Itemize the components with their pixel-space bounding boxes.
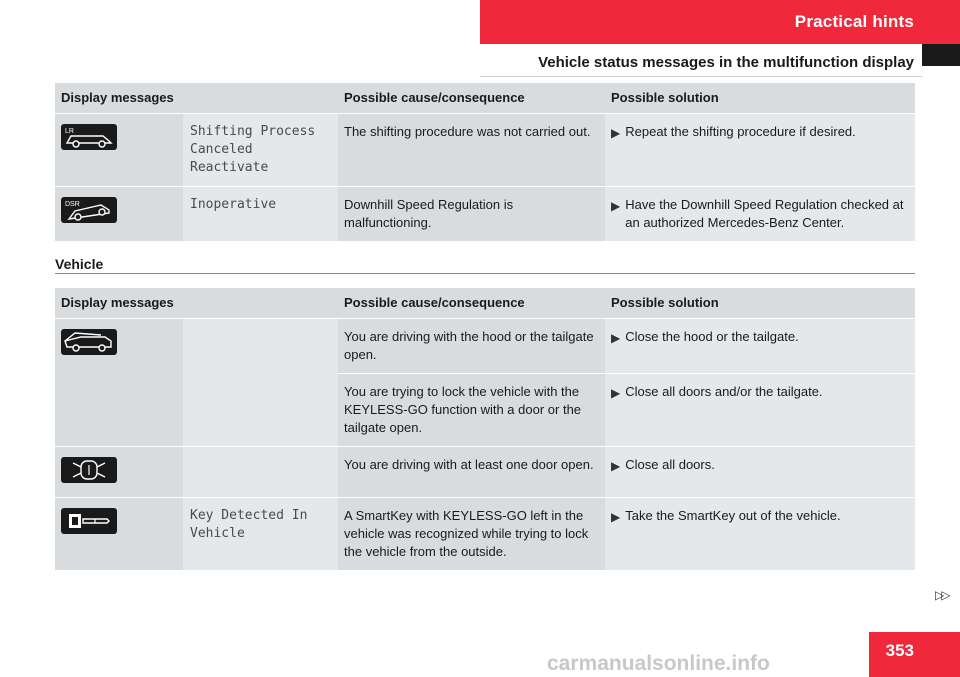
cause-text: You are driving with at least one door open.	[338, 446, 605, 497]
arrow-right-icon: ▶	[611, 509, 621, 524]
solution-text: Take the SmartKey out of the vehicle.	[625, 507, 841, 523]
table-row	[55, 497, 915, 570]
display-message	[183, 318, 338, 446]
page-number-tab	[869, 632, 960, 677]
smartkey-icon	[61, 508, 117, 534]
page-title: Vehicle status messages in the multifunction display	[538, 54, 914, 71]
header-marker	[922, 44, 960, 66]
solution-cell	[605, 446, 915, 497]
continue-arrows-icon: ▷▷	[935, 588, 948, 602]
display-message: Key Detected In Vehicle	[183, 497, 338, 570]
solution-text: Close all doors.	[625, 456, 715, 472]
arrow-right-icon: ▶	[611, 125, 621, 140]
status-table-2	[55, 288, 915, 570]
page-number: 353	[885, 641, 914, 660]
table-row	[55, 318, 915, 373]
table-row	[55, 446, 915, 497]
dsr-icon-text: DSR	[65, 200, 80, 208]
solution-cell	[605, 318, 915, 373]
header-divider	[480, 76, 922, 77]
solution-text: Have the Downhill Speed Regulation checked at an authorized Mercedes-Benz Center.	[625, 196, 904, 230]
arrow-right-icon: ▶	[611, 458, 621, 473]
lr-icon-text: LR	[65, 127, 74, 135]
solution-text: Close the hood or the tailgate.	[625, 328, 799, 344]
dsr-vehicle-icon	[61, 197, 117, 223]
section-divider	[55, 273, 915, 274]
arrow-right-icon: ▶	[611, 385, 621, 400]
cause-text: The shifting procedure was not carried out.	[338, 113, 605, 186]
status-table-1	[55, 83, 915, 241]
icon-cell	[55, 497, 183, 570]
column-header-cause: Possible cause/consequence	[338, 83, 605, 113]
arrow-right-icon: ▶	[611, 330, 621, 345]
solution-cell	[605, 497, 915, 570]
cause-text: A SmartKey with KEYLESS-GO left in the vehicle was recognized while trying to lock the vehicle from the outside.	[338, 497, 605, 570]
column-header-display: Display messages	[55, 83, 338, 113]
low-range-vehicle-icon	[61, 124, 117, 150]
display-message: Inoperative	[183, 186, 338, 241]
icon-cell	[55, 113, 183, 186]
display-message: Shifting Process Canceled Reactivate	[183, 113, 338, 186]
column-header-solution: Possible solution	[605, 83, 915, 113]
icon-cell	[55, 318, 183, 446]
section-title: Practical hints	[794, 12, 914, 31]
solution-cell	[605, 186, 915, 241]
cause-text: You are driving with the hood or the tailgate open.	[338, 318, 605, 373]
column-header-solution: Possible solution	[605, 288, 915, 318]
table-header-row	[55, 83, 915, 113]
solution-cell	[605, 113, 915, 186]
section-heading-vehicle: Vehicle	[55, 256, 104, 272]
arrow-right-icon: ▶	[611, 198, 621, 213]
column-header-cause: Possible cause/consequence	[338, 288, 605, 318]
icon-cell	[55, 446, 183, 497]
table-row	[55, 113, 915, 186]
display-message	[183, 446, 338, 497]
cause-text: You are trying to lock the vehicle with the KEYLESS-GO function with a door or the tailgate open.	[338, 373, 605, 446]
solution-text: Repeat the shifting procedure if desired.	[625, 123, 856, 139]
door-open-icon	[61, 457, 117, 483]
table-header-row	[55, 288, 915, 318]
cause-text: Downhill Speed Regulation is malfunctioning.	[338, 186, 605, 241]
table-row	[55, 186, 915, 241]
solution-cell	[605, 373, 915, 446]
column-header-display: Display messages	[55, 288, 338, 318]
watermark: carmanualsonline.info	[547, 652, 770, 675]
solution-text: Close all doors and/or the tailgate.	[625, 383, 823, 399]
hood-tailgate-open-icon	[61, 329, 117, 355]
icon-cell	[55, 186, 183, 241]
